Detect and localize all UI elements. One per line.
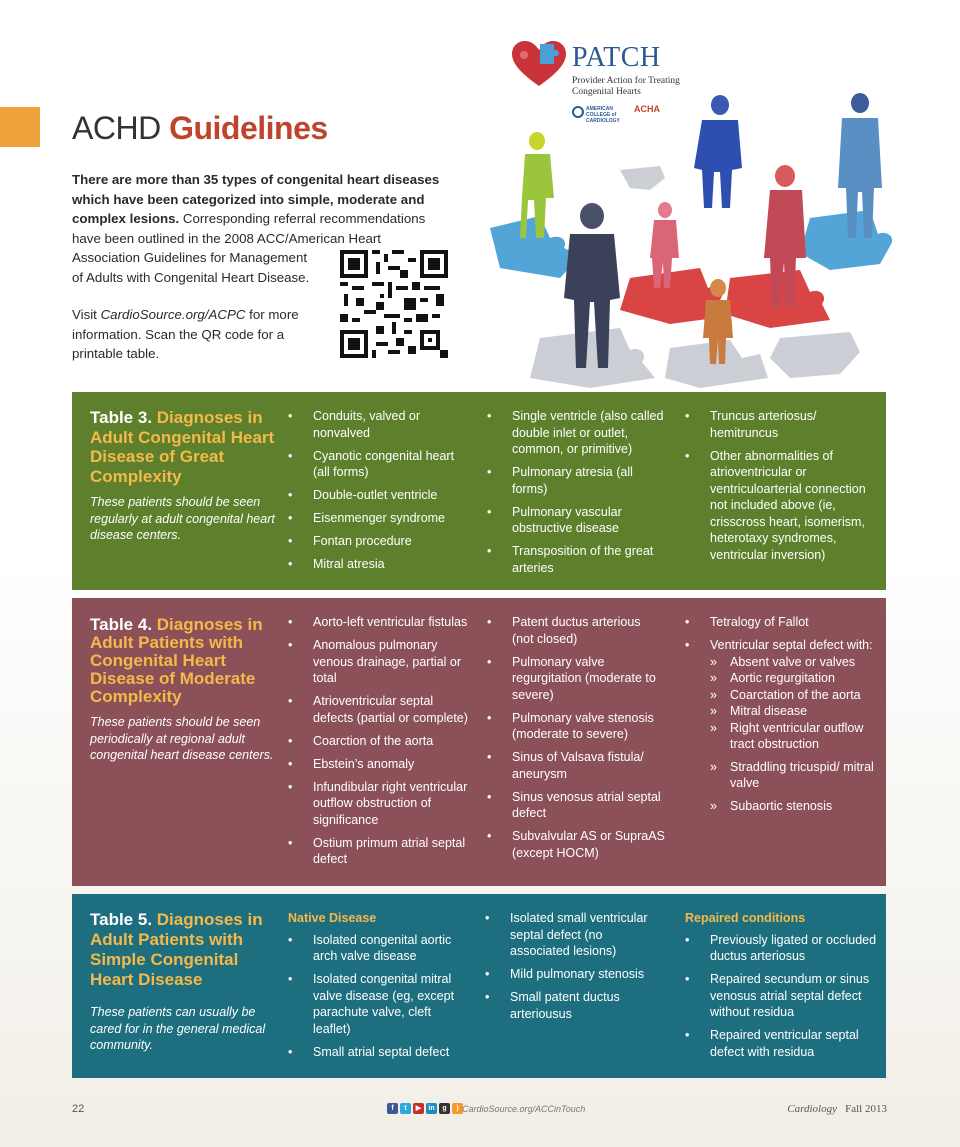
table-3-number: Table 3. [90, 408, 153, 427]
list-item: • Sinus of Valsava fistula/ aneurysm [485, 749, 665, 782]
list-item: • Truncus arteriosus/ hemitruncus [683, 408, 878, 441]
list-item: • Double-outlet ventricle [286, 487, 466, 504]
list-item: • Tetralogy of Fallot [683, 614, 878, 631]
table-3-note: These patients should be seen regularly at adult congenital heart disease centers. [90, 495, 275, 542]
list-item: • Pulmonary atresia (all forms) [485, 464, 665, 497]
sub-list-item: » Straddling tricuspid/ mitral valve [710, 759, 878, 792]
table-5-note: These patients can usually be cared for in the general medical community. [90, 1005, 266, 1052]
list-item: • Pulmonary vascular obstructive disease [485, 504, 665, 537]
list-item: • Small atrial septal defect [286, 1044, 471, 1061]
twitter-icon[interactable]: t [400, 1103, 411, 1114]
table-5-header [90, 910, 280, 1054]
list-item: • Fontan procedure [286, 533, 466, 550]
intro-rest: Corresponding referral recommendations have been outlined in the 2008 ACC/American Heart [72, 211, 426, 246]
cardiosource-link[interactable]: CardioSource.org/ACPC [100, 307, 246, 322]
table-5-simple [72, 894, 886, 1078]
list-item: • Isolated congenital mitral valve disease (eg, except parachute valve, cleft leaflet) [286, 971, 471, 1037]
table-3-great-complexity [72, 392, 886, 590]
list-item: • Other abnormalities of atrioventricular or ventriculoarterial connection not included above (ie, crisscross heart, isomerism, heterotaxy syndromes, ventricular inversion) [683, 448, 878, 564]
table-4-moderate-complexity [72, 598, 886, 886]
table-4-col-2 [485, 614, 665, 868]
list-item: • Mild pulmonary stenosis [483, 966, 663, 983]
list-item: • Atrioventricular septal defects (partial or complete) [286, 693, 471, 726]
sub-list-item: » Aortic regurgitation [710, 670, 878, 687]
list-item: • Aorto-left ventricular fistulas [286, 614, 471, 631]
table-4-col-1 [286, 614, 471, 874]
sub-list-item: » Mitral disease [710, 703, 878, 720]
list-item: • Conduits, valved or nonvalved [286, 408, 466, 441]
list-item: • Ostium primum atrial septal defect [286, 835, 471, 868]
sub-list-item: » Subaortic stenosis [710, 798, 878, 815]
list-item: • Subvalvular AS or SupraAS (except HOCM) [485, 828, 665, 861]
table-3-col-1 [286, 408, 466, 579]
list-item: • Repaired ventricular septal defect with residua [683, 1027, 878, 1060]
rss-icon[interactable]: ) [452, 1103, 463, 1114]
list-item: • Repaired secundum or sinus venosus atrial septal defect without residua [683, 971, 878, 1021]
list-item: • Infundibular right ventricular outflow obstruction of significance [286, 779, 471, 829]
facebook-icon[interactable]: f [387, 1103, 398, 1114]
sub-list-item: » Coarctation of the aorta [710, 687, 878, 704]
page-number: 22 [72, 1103, 85, 1115]
logo-name: PATCH [572, 42, 661, 73]
table-5-number: Table 5. [90, 910, 153, 929]
table-4-header [90, 616, 280, 764]
list-item: • Cyanotic congenital heart (all forms) [286, 448, 466, 481]
table-3-header [90, 408, 280, 544]
native-disease-heading: Native Disease [288, 911, 377, 925]
vsd-label: Ventricular septal defect with: [710, 638, 873, 652]
list-item: • Mitral atresia [286, 556, 466, 573]
list-item: • Patent ductus arterious (not closed) [485, 614, 665, 647]
page-title: ACHD Guidelines [72, 110, 328, 146]
people-on-puzzle-pieces-illustration [480, 88, 900, 392]
list-item: • Small patent ductus arteriousus [483, 989, 663, 1022]
list-item: • Eisenmenger syndrome [286, 510, 466, 527]
list-item: • Transposition of the great arteries [485, 543, 665, 576]
intro-lead: There are more than 35 types of congenital heart diseases which have been categorized into simple, moderate and complex lesions. [72, 172, 440, 226]
table-4-col-3 [683, 614, 878, 821]
table-4-number: Table 4. [90, 615, 153, 634]
table-5-col-1 [286, 910, 471, 1067]
list-item: • Anomalous pulmonary venous drainage, partial or total [286, 637, 471, 687]
table-5-title: Diagnoses in Adult Patients with Simple Congenital Heart Disease [90, 910, 263, 989]
visit-text: Visit CardioSource.org/ACPC for more information. Scan the QR code for a printable table. [72, 307, 299, 361]
repaired-conditions-heading: Repaired conditions [685, 911, 806, 925]
list-item: • Previously ligated or occluded ductus arteriosus [683, 932, 878, 965]
table-4-title: Diagnoses in Adult Patients with Congenital Heart Disease of Moderate Complexity [90, 615, 263, 706]
table-5-col-3 [683, 910, 878, 1067]
issue-date: Fall 2013 [845, 1103, 887, 1115]
table-3-col-2 [485, 408, 665, 583]
linkedin-icon[interactable]: in [426, 1103, 437, 1114]
table-3-col-3 [683, 408, 878, 570]
table-5-col-2 [483, 910, 663, 1029]
list-item: • Pulmonary valve stenosis (moderate to severe) [485, 710, 665, 743]
vsd-sublist [710, 654, 878, 815]
qr-code-icon[interactable] [340, 250, 448, 358]
magazine-name: Cardiology [787, 1103, 837, 1115]
heart-puzzle-icon [510, 40, 568, 88]
list-item: • Pulmonary valve regurgitation (moderate to severe) [485, 654, 665, 704]
sub-list-item: » Absent valve or valves [710, 654, 878, 671]
acha-logo: ACHA [634, 104, 660, 114]
list-item: • Ebstein’s anomaly [286, 756, 471, 773]
footer-url[interactable]: CardioSource.org/ACCinTouch [462, 1104, 586, 1114]
intro-rest-2: Association Guidelines for Management of Adults with Congenital Heart Disease. [72, 250, 310, 285]
table-4-note: These patients should be seen periodically at regional adult congenital heart disease centers. [90, 715, 274, 762]
list-item [683, 637, 878, 814]
googleplus-icon[interactable]: g [439, 1103, 450, 1114]
orange-tab [0, 107, 40, 147]
list-item: • Sinus venosus atrial septal defect [485, 789, 665, 822]
list-item: • Isolated small ventricular septal defect (no associated lesions) [483, 910, 663, 960]
social-icons [387, 1103, 463, 1114]
list-item: • Isolated congenital aortic arch valve disease [286, 932, 471, 965]
list-item: • Single ventricle (also called double inlet or outlet, common, or primitive) [485, 408, 665, 458]
list-item: • Coarction of the aorta [286, 733, 471, 750]
page-footer [72, 1103, 887, 1119]
acc-logo: AMERICAN COLLEGE of CARDIOLOGY [572, 106, 636, 124]
table-3-title: Diagnoses in Adult Congenital Heart Disease of Great Complexity [90, 408, 275, 486]
logo-subtitle: Provider Action for Treating Congenital Hearts [572, 76, 680, 97]
youtube-icon[interactable]: ▶ [413, 1103, 424, 1114]
sub-list-item: » Right ventricular outflow tract obstruction [710, 720, 878, 753]
